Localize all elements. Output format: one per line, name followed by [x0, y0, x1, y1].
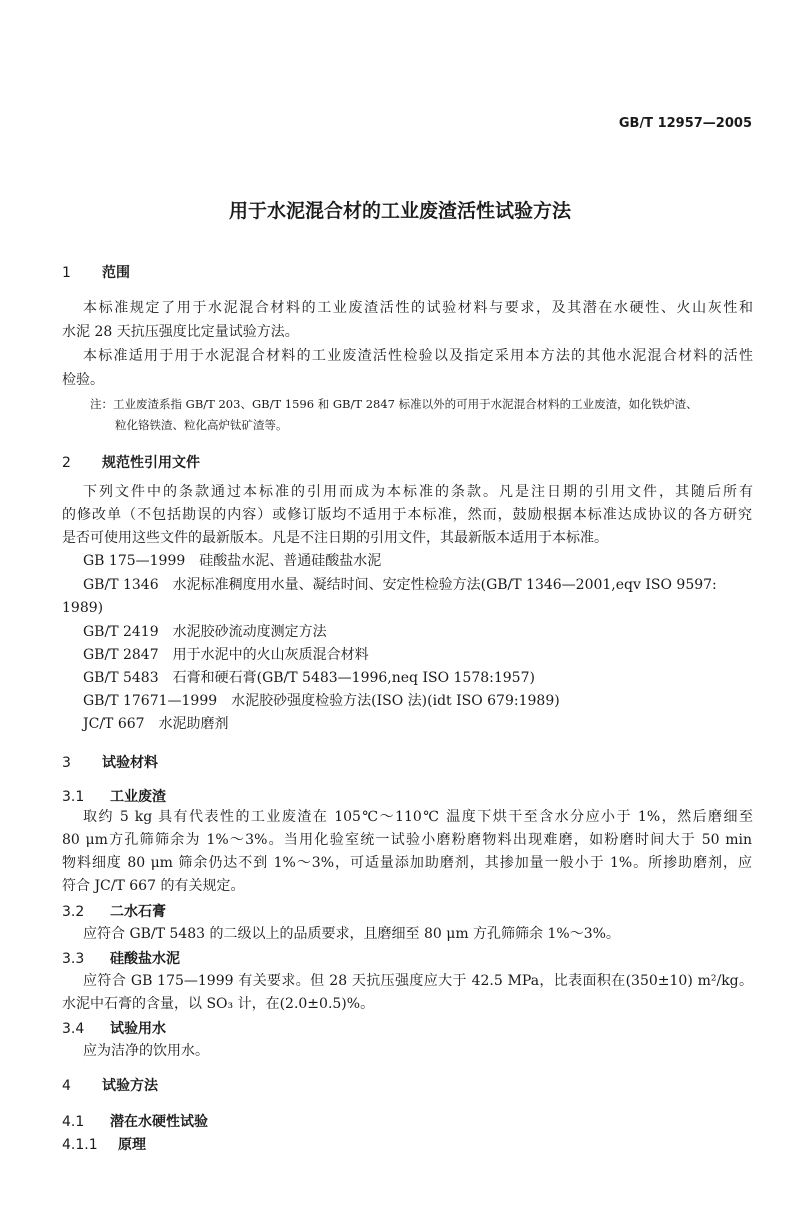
reference-title: 石膏和硬石膏(GB/T 5483—1996,neq ISO 1578:1957) [172, 670, 535, 686]
reference-title: 水泥胶砂流动度测定方法 [172, 624, 327, 640]
paragraph-line: 应为洁净的饮用水。 [83, 1043, 209, 1059]
reference-title: 硅酸盐水泥、普通硅酸盐水泥 [199, 553, 382, 569]
section-number: 3.4 [62, 1021, 85, 1037]
reference-title: 水泥助磨剂 [158, 716, 229, 732]
section-number: 2 [62, 455, 71, 471]
section-3-heading [62, 752, 158, 772]
section-number: 3 [62, 755, 71, 771]
reference-item [83, 622, 327, 642]
section-1-heading [62, 262, 130, 282]
reference-item [83, 714, 229, 734]
reference-code: GB 175—1999 [83, 553, 186, 569]
section-4-heading [62, 1075, 158, 1095]
paragraph-line: 的修改单（不包括勘误的内容）或修订版均不适用于本标准，然而，鼓励根据本标准达成协议的各方研究 [62, 507, 752, 523]
paragraph-line: 水泥中石膏的含量，以 SO₃ 计，在(2.0±0.5)%。 [62, 996, 375, 1012]
reference-code: GB/T 2847 [83, 647, 159, 663]
section-3-4-heading [62, 1018, 166, 1038]
section-number: 3.3 [62, 951, 85, 967]
section-number: 4.1 [62, 1114, 85, 1130]
section-title: 试验方法 [102, 1078, 158, 1094]
reference-item [83, 668, 535, 688]
standard-number: GB/T 12957—2005 [618, 116, 752, 131]
paragraph-line: 取约 5 kg 具有代表性的工业废渣在 105℃～110℃ 温度下烘干至含水分应小于 1%，然后磨细至 [83, 809, 753, 825]
reference-item [83, 575, 717, 595]
reference-title: 用于水泥中的火山灰质混合材料 [172, 647, 369, 663]
reference-title: 水泥胶砂强度检验方法(ISO 法)(idt ISO 679:1989) [231, 693, 560, 709]
paragraph-line: 物料细度 80 μm 筛余仍达不到 1%～3%，可适量添加助磨剂，其掺加量一般小于 1%。所掺助磨剂，应 [62, 855, 752, 871]
section-number: 3.1 [62, 789, 85, 805]
reference-title: 水泥标准稠度用水量、凝结时间、安定性检验方法(GB/T 1346—2001,eqv ISO 9597: [172, 577, 717, 593]
section-title: 潜在水硬性试验 [110, 1114, 208, 1130]
paragraph-line: 符合 JC/T 667 的有关规定。 [62, 878, 245, 894]
reference-item [83, 645, 369, 665]
section-2-heading [62, 452, 200, 472]
paragraph-line: 本标准适用于用于水泥混合材料的工业废渣活性检验以及指定采用本方法的其他水泥混合材料的活性 [83, 348, 753, 364]
section-4-1-heading [62, 1111, 208, 1131]
section-number: 4 [62, 1078, 71, 1094]
section-number: 3.2 [62, 904, 85, 920]
section-4-1-1-heading [62, 1134, 146, 1154]
section-3-3-heading [62, 948, 180, 968]
section-3-1-heading [62, 786, 166, 806]
section-title: 原理 [118, 1137, 146, 1153]
paragraph-line: 水泥 28 天抗压强度比定量试验方法。 [62, 324, 299, 340]
section-title: 范围 [102, 265, 130, 281]
paragraph-line: 本标准规定了用于水泥混合材料的工业废渣活性的试验材料与要求，及其潜在水硬性、火山灰性和 [83, 300, 753, 316]
reference-code: JC/T 667 [83, 716, 145, 732]
reference-code: GB/T 1346 [83, 577, 159, 593]
reference-item [83, 691, 560, 711]
section-title: 二水石膏 [110, 904, 166, 920]
section-title: 试验材料 [102, 755, 158, 771]
reference-code: GB/T 17671—1999 [83, 693, 218, 709]
paragraph-line: 检验。 [62, 372, 104, 388]
paragraph-line: 80 μm方孔筛筛余为 1%～3%。当用化验室统一试验小磨粉磨物料出现难磨，如粉磨时间大于 50 min [62, 832, 752, 848]
reference-code: GB/T 2419 [83, 624, 159, 640]
document-title: 用于水泥混合材的工业废渣活性试验方法 [228, 200, 571, 222]
reference-continuation: 1989) [62, 600, 104, 616]
section-number: 4.1.1 [62, 1137, 98, 1153]
note-line: 粒化铬铁渣、粒化高炉钛矿渣等。 [115, 418, 288, 432]
paragraph-line: 是否可使用这些文件的最新版本。凡是不注日期的引用文件，其最新版本适用于本标准。 [62, 530, 608, 546]
section-title: 试验用水 [110, 1021, 166, 1037]
note-line: 注：工业废渣系指 GB/T 203、GB/T 1596 和 GB/T 2847 标准以外的可用于水泥混合材料的工业废渣，如化铁炉渣、 [90, 397, 698, 411]
section-title: 硅酸盐水泥 [110, 951, 180, 967]
section-3-2-heading [62, 901, 166, 921]
section-title: 工业废渣 [110, 789, 166, 805]
paragraph-line: 应符合 GB 175—1999 有关要求。但 28 天抗压强度应大于 42.5 MPa，比表面积在(350±10) m²/kg。 [83, 973, 753, 989]
reference-code: GB/T 5483 [83, 670, 159, 686]
paragraph-line: 下列文件中的条款通过本标准的引用而成为本标准的条款。凡是注日期的引用文件，其随后所有 [83, 484, 753, 500]
paragraph-line: 应符合 GB/T 5483 的二级以上的品质要求，且磨细至 80 μm 方孔筛筛余 1%～3%。 [83, 926, 620, 942]
section-number: 1 [62, 265, 71, 281]
section-title: 规范性引用文件 [102, 455, 200, 471]
reference-item [83, 551, 381, 571]
